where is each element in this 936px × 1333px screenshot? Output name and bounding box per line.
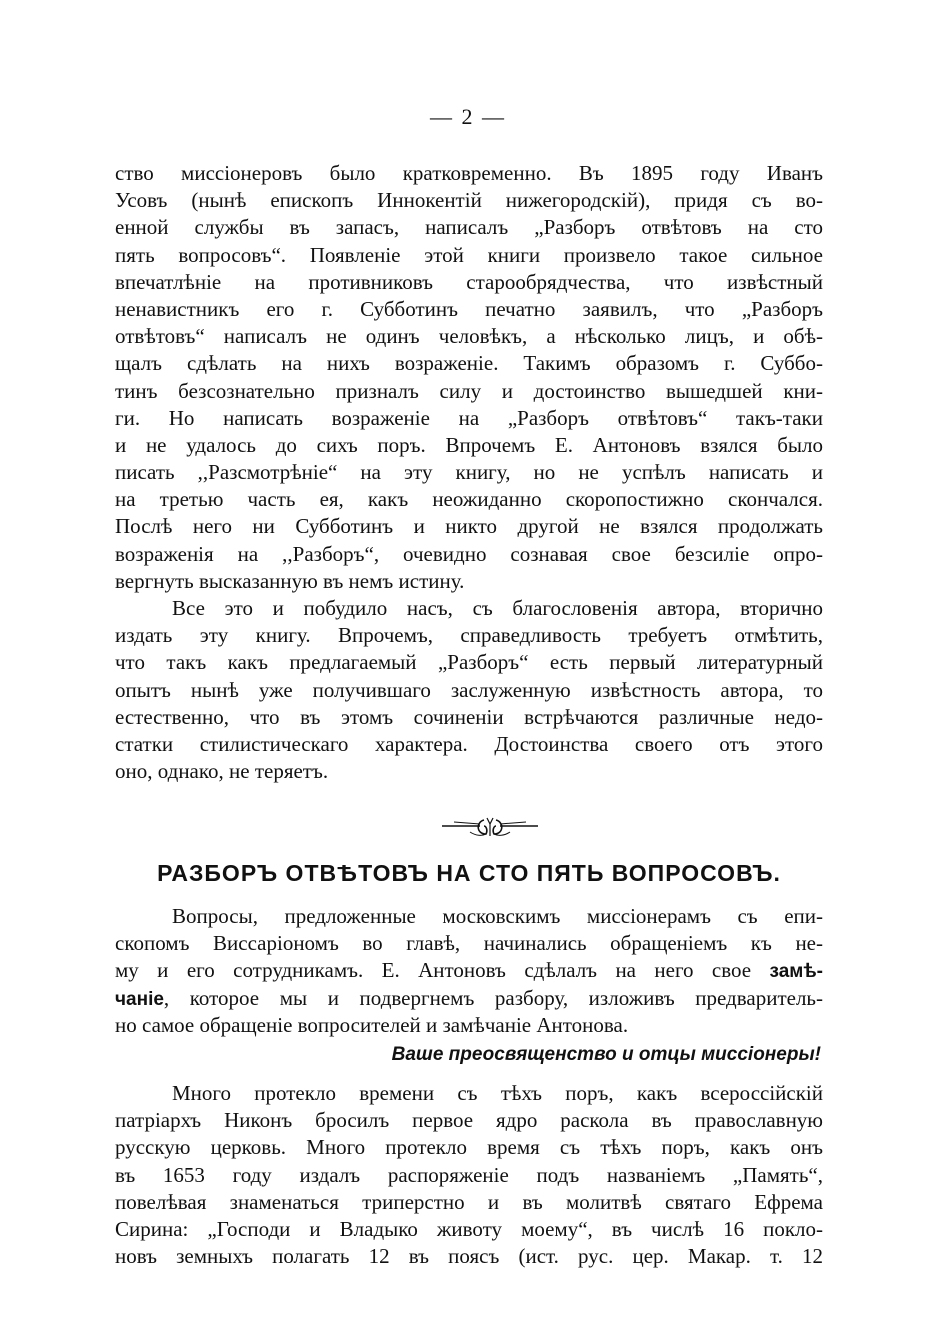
text-line: опытъ нынѣ уже получившаго заслуженную извѣстность автора, то: [115, 677, 823, 702]
text-line: Сирина: „Господи и Владыко животу моему“, въ числѣ 16 покло-: [115, 1216, 823, 1241]
text-line: впечатлѣніе на противниковъ старообрядчества, что извѣстный: [115, 269, 823, 294]
text-line: [115, 985, 823, 1012]
text-line: патріархъ Никонъ бросилъ первое ядро раскола въ православную: [115, 1108, 823, 1133]
text-line: возраженія на ,,Разборъ“, очевидно сознавая свое безсиліе опро-: [115, 541, 823, 566]
text-line: ги. Но написать возраженіе на „Разборъ отвѣтовъ“ такъ-таки: [115, 405, 823, 430]
text-line: [115, 957, 823, 984]
text-fragment: , которое мы и подвергнемъ разбору, изложивъ предваритель-: [163, 985, 823, 1010]
text-line: Вопросы, предложенные московскимъ миссіонерамъ съ епи-: [172, 904, 823, 928]
text-line: оно, однако, не теряетъ.: [115, 759, 329, 784]
text-line: повелѣвая знаменаться триперстно и въ молитвѣ святаго Ефрема: [115, 1189, 823, 1214]
bold-term: замѣ-: [769, 961, 824, 983]
text-line: новъ земныхъ полагать 12 въ поясъ (ист. рус. цер. Макар. т. 12: [115, 1244, 823, 1269]
paragraph: [115, 1080, 823, 1270]
text-line: писать ,,Разсмотрѣніе“ на эту книгу, но не успѣлъ написать и: [115, 460, 823, 485]
text-line: русскую церковь. Много протекло время съ тѣхъ поръ, какъ онъ: [115, 1135, 823, 1160]
paragraph: [115, 595, 823, 785]
text-line: Все это и побудило насъ, съ благословенія автора, вторично: [172, 596, 823, 620]
text-line: отвѣтовъ“ написалъ не одинъ человѣкъ, а нѣсколько лицъ, и обѣ-: [115, 324, 823, 349]
paragraph-continuation: [115, 160, 823, 595]
text-line: Усовъ (нынѣ епископъ Иннокентій нижегородскій), придя съ во-: [115, 188, 823, 213]
text-line: и не удалось до сихъ поръ. Впрочемъ Е. Антоновъ взялся было: [115, 432, 823, 457]
salutation: Ваше преосвященство и отцы миссіонеры!: [391, 1044, 821, 1065]
text-line: тинъ безсознательно призналъ силу и достоинство вышедшей кни-: [115, 378, 823, 403]
text-line: Послѣ него ни Субботинъ и никто другой не взялся продолжать: [115, 514, 823, 539]
text-line: енной службы въ запасъ, написалъ „Разборъ отвѣтовъ на сто: [115, 215, 823, 240]
text-fragment: му и его сотрудникамъ. Е. Антоновъ сдѣлалъ на него свое: [115, 958, 752, 983]
text-line: естественно, что въ этомъ сочиненіи встрѣчаются различные недо-: [115, 704, 823, 729]
text-line: вергнуть высказанную въ немъ истину.: [115, 568, 465, 593]
section-heading: РАЗБОРЪ ОТВѢТОВЪ НА СТО ПЯТЬ ВОПРОСОВЪ.: [157, 860, 781, 886]
text-line: Много протекло времени съ тѣхъ поръ, какъ всероссійскій: [172, 1081, 823, 1105]
text-line: но самое обращеніе вопросителей и замѣчаніе Антонова.: [115, 1012, 629, 1037]
text-line: скопомъ Виссаріономъ во главѣ, начинались обращеніемъ къ не-: [115, 931, 823, 956]
text-line: издать эту книгу. Впрочемъ, справедливость требуетъ отмѣтить,: [115, 623, 823, 648]
text-line: въ 1653 году издалъ распоряженіе подъ названіемъ „Память“,: [115, 1162, 823, 1187]
text-line: пять вопросовъ“. Появленіе этой книги произвело такое сильное: [115, 242, 823, 267]
text-line: ненавистникъ его г. Субботинъ печатно заявилъ, что „Разборъ: [115, 296, 823, 321]
text-line: щалъ сдѣлать на нихъ возраженіе. Такимъ образомъ г. Суббо-: [115, 351, 823, 376]
text-line: статки стилистическаго характера. Достоинства своего отъ этого: [115, 731, 823, 756]
bold-term: чаніе: [115, 988, 164, 1010]
text-line: ство миссіонеровъ было кратковременно. Въ 1895 году Иванъ: [115, 161, 823, 185]
ornament-divider: [440, 812, 540, 844]
text-line: на третью часть ея, какъ неожиданно скоропостижно скончался.: [115, 487, 823, 512]
page-number: — 2 —: [430, 104, 506, 129]
paragraph: [115, 903, 823, 1039]
text-line: что такъ какъ предлагаемый „Разборъ“ есть первый литературный: [115, 650, 823, 675]
